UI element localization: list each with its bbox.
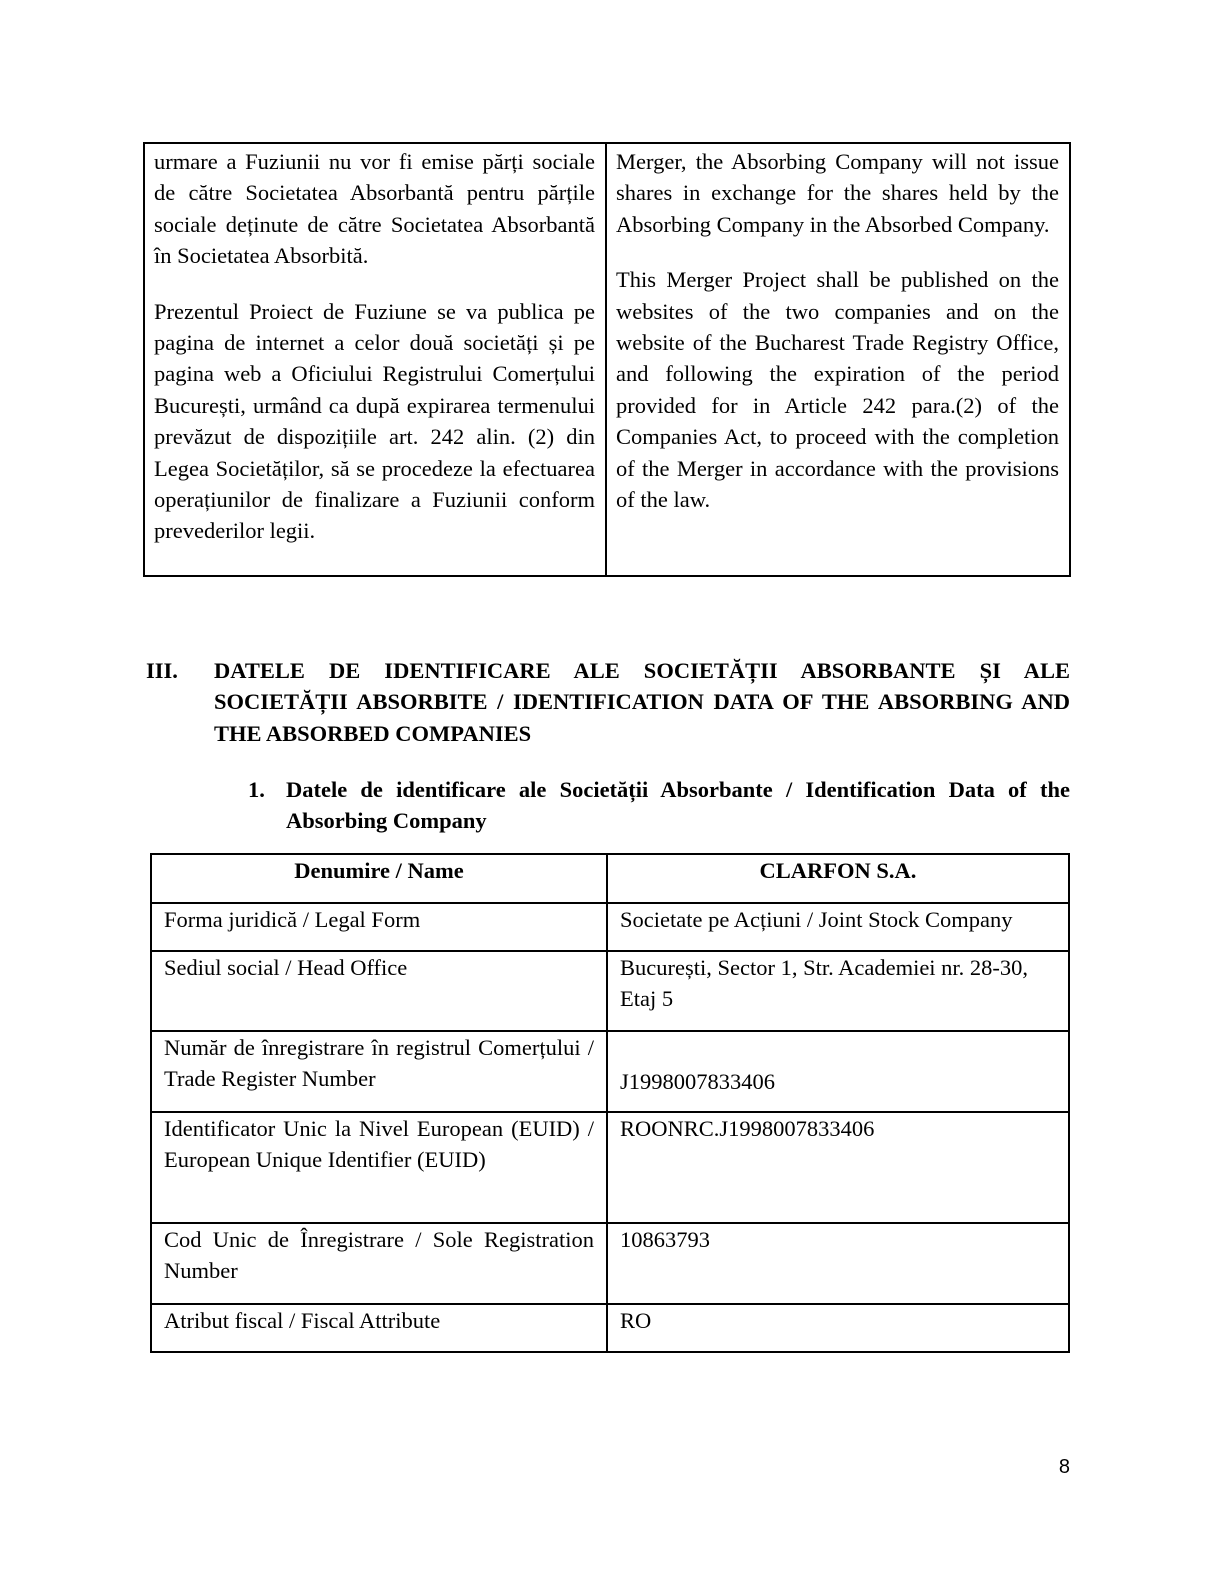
row-value-cell: Societate pe Acțiuni / Joint Stock Company	[607, 903, 1069, 951]
romanian-column	[145, 144, 607, 575]
row-value-cell: RO	[607, 1304, 1069, 1352]
row-value-cell: ROONRC.J1998007833406	[607, 1112, 1069, 1223]
en-paragraph: This Merger Project shall be published on the websites of the two companies and on the website of the Bucharest Trade Registry Office, and following the expiration of the period provided for in Article 242 para.(2) of the Companies Act, to proceed with the completion of the Merger in accordance with the provisions of the law.	[616, 267, 1059, 513]
header-label-cell: Denumire / Name	[151, 854, 607, 903]
table-row	[151, 903, 1069, 951]
bilingual-table	[143, 142, 1071, 577]
ro-paragraph: Prezentul Proiect de Fuziune se va publica pe pagina de internet a celor două societăți și pe pagina web a Oficiului Registrului Comerțului București, urmând ca după expirarea termenului prevăzut de dispozițiile art. 242 alin. (2) din Legea Societăților, să se procedeze la efectuarea operațiunilor de finalizare a Fuziunii conform prevederilor legii.	[154, 298, 595, 544]
row-label-cell: Forma juridică / Legal Form	[151, 903, 607, 951]
subsection-number: 1.	[248, 777, 265, 802]
table-row	[151, 1304, 1069, 1352]
company-identification-table	[150, 853, 1070, 1353]
table-header-row	[151, 854, 1069, 903]
row-label-cell: Atribut fiscal / Fiscal Attribute	[151, 1304, 607, 1352]
ro-paragraph: urmare a Fuziunii nu vor fi emise părți sociale de către Societatea Absorbantă pentru părțile sociale deținute de către Societatea Absorbantă în Societatea Absorbită.	[154, 149, 595, 269]
row-value-cell: J1998007833406	[607, 1031, 1069, 1112]
en-paragraph: Merger, the Absorbing Company will not issue shares in exchange for the shares held by the Absorbing Company in the Absorbed Company.	[616, 149, 1059, 237]
subsection-title: Datele de identificare ale Societății Absorbante / Identification Data of the Absorbing Company	[286, 777, 1070, 834]
page-number: 8	[1058, 1456, 1070, 1478]
section-heading	[146, 655, 1070, 749]
row-label-cell: Identificator Unic la Nivel European (EUID) / European Unique Identifier (EUID)	[151, 1112, 607, 1223]
row-label-cell: Sediul social / Head Office	[151, 951, 607, 1031]
row-value-cell: 10863793	[607, 1223, 1069, 1304]
row-label-cell: Număr de înregistrare în registrul Comerțului / Trade Register Number	[151, 1031, 607, 1112]
row-value-cell: București, Sector 1, Str. Academiei nr. 28-30, Etaj 5	[607, 951, 1069, 1031]
english-column	[607, 144, 1069, 575]
section-number: III.	[146, 658, 178, 683]
table-row	[151, 1031, 1069, 1112]
table-row	[151, 1223, 1069, 1304]
table-row	[151, 1112, 1069, 1223]
subsection-heading	[248, 774, 1070, 837]
header-value-cell: CLARFON S.A.	[607, 854, 1069, 903]
section-title: DATELE DE IDENTIFICARE ALE SOCIETĂȚII ABSORBANTE ȘI ALE SOCIETĂȚII ABSORBITE / IDENTIFICATION DATA OF THE ABSORBING AND THE ABSORBED COMPANIES	[214, 658, 1070, 746]
row-label-cell: Cod Unic de Înregistrare / Sole Registration Number	[151, 1223, 607, 1304]
table-row	[151, 951, 1069, 1031]
